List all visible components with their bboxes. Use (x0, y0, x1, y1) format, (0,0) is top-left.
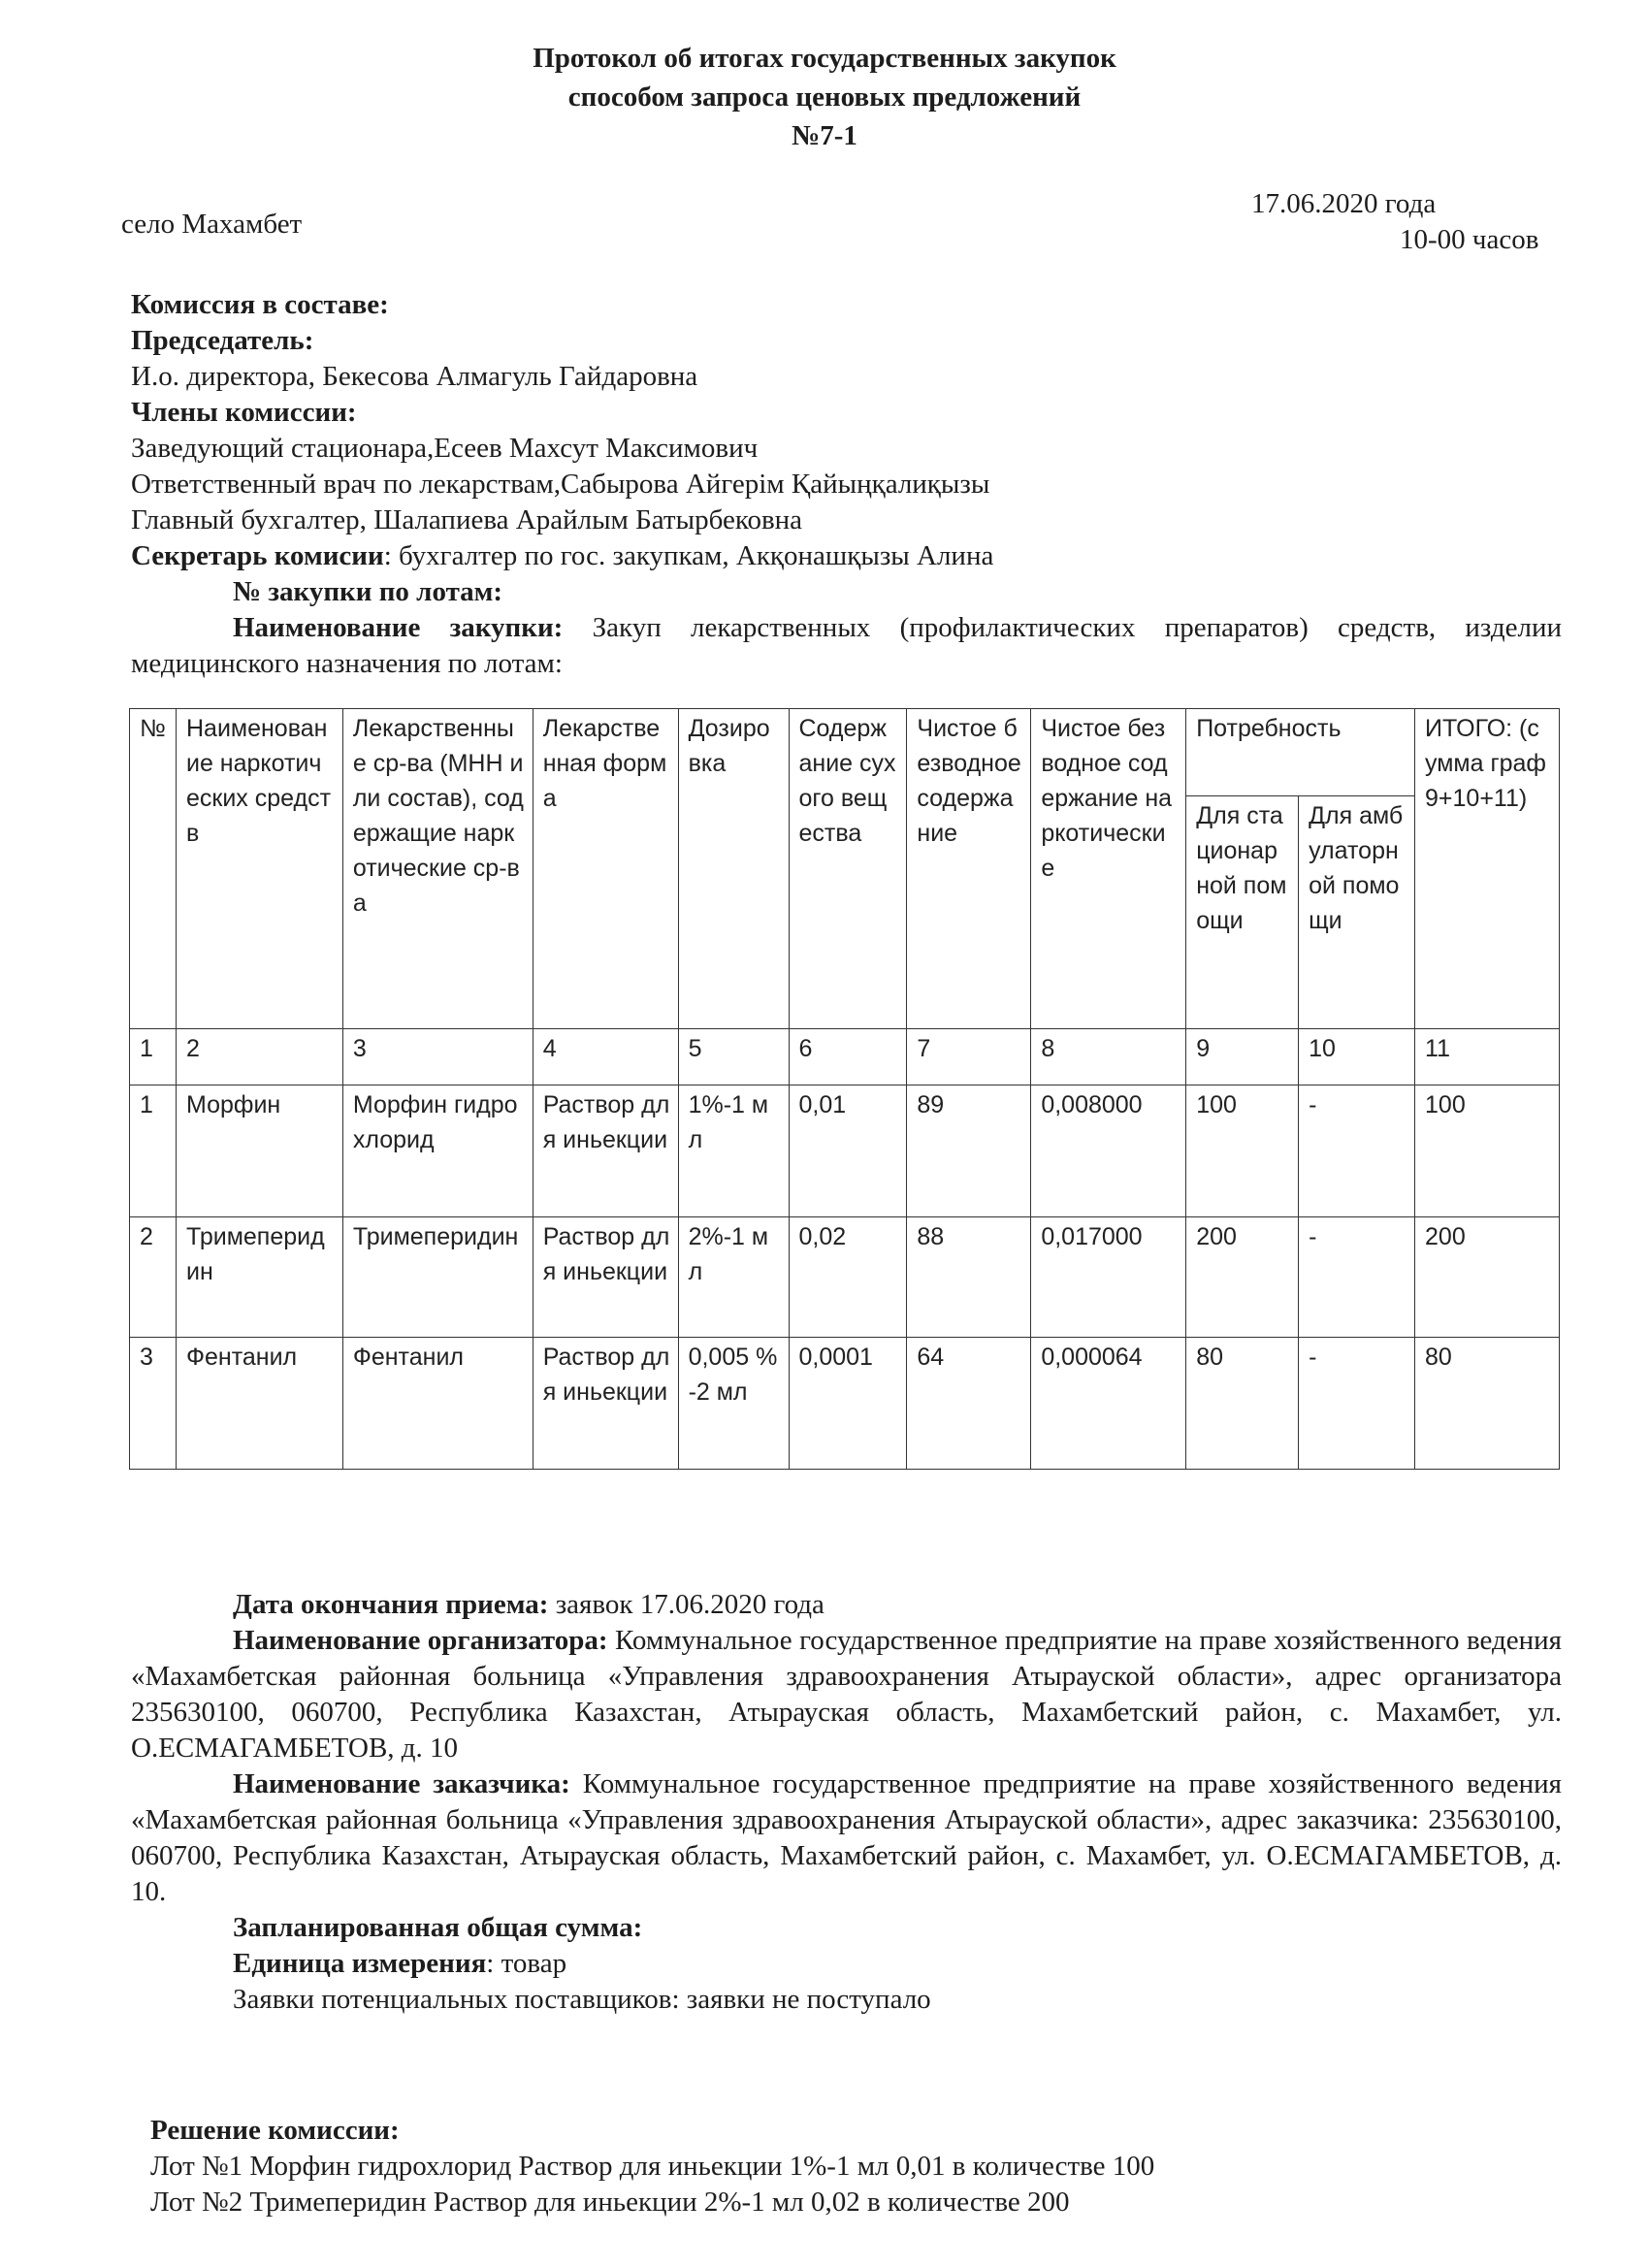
customer-paragraph (131, 1766, 1562, 1910)
unit-value: : товар (486, 1948, 567, 1979)
col-number: 5 (678, 1029, 789, 1085)
title-line-3: №7-1 (792, 120, 857, 151)
commission-block (131, 287, 1562, 682)
cell-outpatient: - (1299, 1085, 1415, 1217)
cell-dry: 0,0001 (789, 1338, 907, 1470)
header-need-inpatient: Для стационарной помощи (1186, 796, 1299, 1029)
decision-block (150, 2113, 1562, 2220)
col-number: 4 (533, 1029, 678, 1085)
place: село Махамбет (121, 209, 303, 240)
procurement-name-label: Наименование закупки: (233, 612, 564, 643)
cell-dose: 1%-1 мл (678, 1085, 789, 1217)
cell-clean: 64 (907, 1338, 1031, 1470)
cell-clean-narc: 0,000064 (1031, 1338, 1186, 1470)
drugs-table (129, 708, 1560, 1470)
title-line-2: способом запроса ценовых предложений (567, 81, 1082, 113)
cell-form: Раствор для иньекции (533, 1338, 678, 1470)
cell-outpatient: - (1299, 1217, 1415, 1338)
cell-dose: 2%-1 мл (678, 1217, 789, 1338)
header-drug: Лекарственные ср-ва (МНН или состав), содержащие наркотические ср-ва (342, 709, 533, 1029)
cell-no: 1 (130, 1085, 177, 1217)
chair-label: Председатель: (131, 325, 314, 356)
table-row (130, 1338, 1560, 1470)
procurement-name-value: Закуп лекарственных (профилактических препаратов) средств, изделии медицинского назначения по лотам: (131, 612, 1562, 679)
col-number: 2 (176, 1029, 342, 1085)
cell-clean-narc: 0,008000 (1031, 1085, 1186, 1217)
chair-name: И.о. директора, Бекесова Алмагуль Гайдаровна (131, 361, 698, 392)
col-number: 10 (1299, 1029, 1415, 1085)
organizer-label: Наименование организатора: (233, 1625, 608, 1656)
col-number: 7 (907, 1029, 1031, 1085)
col-number: 3 (342, 1029, 533, 1085)
cell-drug: Фентанил (342, 1338, 533, 1470)
header-clean-narc: Чистое безводное содержание наркотические (1031, 709, 1186, 1029)
col-number: 9 (1186, 1029, 1299, 1085)
col-number: 8 (1031, 1029, 1186, 1085)
cell-dry: 0,01 (789, 1085, 907, 1217)
decision-lot-2: Лот №2 Тримеперидин Раствор для иньекции 2%-1 мл 0,02 в количестве 200 (150, 2187, 1070, 2218)
cell-clean: 89 (907, 1085, 1031, 1217)
member-2: Ответственный врач по лекарствам,Сабырова Айгерім Қайыңқалиқызы (131, 469, 990, 500)
cell-total: 80 (1415, 1338, 1560, 1470)
header-need: Потребность (1186, 709, 1415, 796)
cell-dose: 0,005 %-2 мл (678, 1338, 789, 1470)
cell-inpatient: 200 (1186, 1217, 1299, 1338)
document-title (0, 39, 1649, 155)
header-total: ИТОГО: (сумма граф 9+10+11) (1415, 709, 1560, 1029)
cell-name: Тримеперидин (176, 1217, 342, 1338)
commission-heading: Комиссия в составе: (131, 289, 389, 320)
lot-number-label: № закупки по лотам: (233, 576, 503, 607)
customer-label: Наименование заказчика: (233, 1768, 570, 1799)
cell-outpatient: - (1299, 1338, 1415, 1470)
deadline-value: заявок 17.06.2020 года (555, 1589, 824, 1620)
decision-lot-1: Лот №1 Морфин гидрохлорид Раствор для иньекции 1%-1 мл 0,01 в количестве 100 (150, 2151, 1155, 2182)
table-number-row (130, 1029, 1560, 1085)
cell-form: Раствор для иньекции (533, 1085, 678, 1217)
cell-total: 200 (1415, 1217, 1560, 1338)
cell-no: 2 (130, 1217, 177, 1338)
cell-no: 3 (130, 1338, 177, 1470)
organizer-paragraph (131, 1623, 1562, 1766)
table-header-row (130, 709, 1560, 796)
cell-inpatient: 100 (1186, 1085, 1299, 1217)
customer-value: Коммунальное государственное предприятие на праве хозяйственного ведения «Махамбетская районная больница «Управления здравоохранения Атырауской области», адрес заказчика: 235630100, 060700, Республика Казахстан, Атырауская область, Махамбетский район, с. Махамбет, ул. О.ЕСМАГАМБЕТОВ, д. 10. (131, 1768, 1562, 1907)
secretary-label: Секретарь комисии (131, 540, 384, 571)
cell-drug: Морфин гидрохлорид (342, 1085, 533, 1217)
member-3: Главный бухгалтер, Шалапиева Арайлым Батырбековна (131, 504, 803, 535)
date: 17.06.2020 года (1251, 188, 1437, 219)
decision-heading: Решение комиссии: (150, 2115, 400, 2146)
header-need-outpatient: Для амбулаторной помощи (1299, 796, 1415, 1029)
cell-total: 100 (1415, 1085, 1560, 1217)
cell-clean: 88 (907, 1217, 1031, 1338)
cell-clean-narc: 0,017000 (1031, 1217, 1186, 1338)
header-clean: Чистое безводное содержание (907, 709, 1031, 1029)
cell-drug: Тримеперидин (342, 1217, 533, 1338)
cell-name: Морфин (176, 1085, 342, 1217)
header-dose: Дозировка (678, 709, 789, 1029)
applications-line: Заявки потенциальных поставщиков: заявки не поступало (233, 1984, 931, 2015)
procurement-name (131, 610, 1562, 682)
planned-sum-label: Запланированная общая сумма: (233, 1912, 643, 1943)
cell-form: Раствор для иньекции (533, 1217, 678, 1338)
col-number: 6 (789, 1029, 907, 1085)
table-row (130, 1217, 1560, 1338)
unit-label: Единица измерения (233, 1948, 487, 1979)
cell-dry: 0,02 (789, 1217, 907, 1338)
header-name: Наименование наркотических средств (176, 709, 342, 1029)
secretary-name: : бухгалтер по гос. закупкам, Акқонашқызы Алина (383, 540, 994, 571)
title-line-1: Протокол об итогах государственных закупок (533, 43, 1116, 74)
organizer-value: Коммунальное государственное предприятие на праве хозяйственного ведения «Махамбетская районная больница «Управления здравоохранения Атырауской области», адрес организатора 235630100, 060700, Республика Казахстан, Атырауская область, Махамбетский район, с. Махамбет, ул. О.ЕСМАГАМБЕТОВ, д. 10 (131, 1625, 1562, 1764)
secretary-line (131, 538, 1562, 574)
deadline-line (131, 1587, 1562, 1623)
col-number: 11 (1415, 1029, 1560, 1085)
details-block (131, 1587, 1562, 2018)
members-label: Члены комиссии: (131, 397, 357, 428)
header-no: № (130, 709, 177, 1029)
header-form: Лекарственная форма (533, 709, 678, 1029)
time: 10-00 часов (1400, 224, 1539, 255)
cell-name: Фентанил (176, 1338, 342, 1470)
unit-line (131, 1946, 1562, 1982)
member-1: Заведующий стационара,Есеев Махсут Максимович (131, 433, 759, 464)
col-number: 1 (130, 1029, 177, 1085)
deadline-label: Дата окончания приема: (233, 1589, 549, 1620)
header-dry: Содержание сухого вещества (789, 709, 907, 1029)
cell-inpatient: 80 (1186, 1338, 1299, 1470)
table-row (130, 1085, 1560, 1217)
